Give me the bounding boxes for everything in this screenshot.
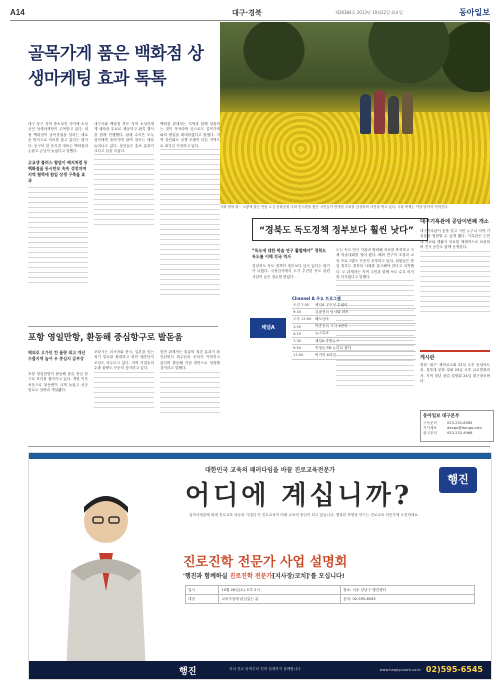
subscription-value: daegu@donga.com <box>447 426 482 430</box>
tv-program: 채널A 종합뉴스 <box>314 337 416 344</box>
text-lines <box>94 154 154 225</box>
tv-schedule-row <box>292 352 416 359</box>
archive-article-title: 대구기록관에 공담이번째 개소 <box>420 219 489 225</box>
tv-program: 쾌도난마 <box>314 316 416 323</box>
tv-time: 1:50 <box>292 323 314 330</box>
ad-top-bar <box>29 453 491 459</box>
main-article-column-2 <box>94 122 154 282</box>
tv-schedule-row <box>292 309 416 316</box>
dokdo-article-text: 도는 독도 연구 기관과 협력해 자료를 축적하고 국제 학술대회를 열어 왔다. 해외 연구자 초청과 교육 프로그램도 꾸준히 운영하고 있다. 위원들은 중앙 정부도 경북의 사례를 참고해야 한다고 지적했다. 도 관계자는 지역 주민과 함께 독도 수호 의지를 다지겠다고 말했다. <box>336 248 414 280</box>
ad-info-label: 일시 <box>186 586 219 595</box>
notice-board-text: 영화 '대구' 제작보고회 22일 오후 동성아트홀. 경북대 문화 강좌 23일 오후 글로벌플라자. 지역 청년 창업 설명회 24일 대구창조센터. <box>420 363 490 384</box>
archive-article <box>420 218 490 348</box>
port-article-text: 항만 관계자는 물류비 절감 효과가 확인되면서 화주들의 문의가 이어지고 있다며 환동해 거점 항만으로 성장할 것이라고 말했다. <box>160 350 222 371</box>
chrysanthemum-photo <box>220 22 490 204</box>
port-article-title: 포항 영일만항, 환동해 중심항구로 발돋움 <box>28 333 183 343</box>
ad-footer-bar <box>29 661 491 679</box>
main-article-text: 백화점 관계자는 지역과 함께 성장하는 것이 목표라며 앞으로도 골목가게와의 협업을 확대하겠다고 밝혔다. 지역 상인회도 상생 모델이 다른 지역으로 퍼지길 기대하고 있다. <box>160 122 220 148</box>
ad-seminar-title: 진로진학 전문가 사업 설명회 <box>183 555 348 570</box>
dokdo-article-title-box <box>252 218 428 241</box>
main-article-text: 대구시와 백화점 측은 지역 소상인에게 매장을 무료로 제공하고 판촉 행사를 함께 진행했다. 판매 수익은 모두 상인에게 돌아가며 참여 점포는 매달 늘어나고 있다. 상인들은 홍보 효과가 크다고 입을 모았다. <box>94 122 156 154</box>
page-number: A14 <box>10 8 25 17</box>
subscription-box <box>420 410 494 442</box>
ad-info-value: 교육사업에 관심있는 분 <box>219 595 341 604</box>
photo-trees <box>220 22 490 92</box>
text-lines <box>94 372 154 408</box>
ad-footer-text: 자녀 진로 탐색부터 진학 설계까지 함께합니다 <box>229 667 301 671</box>
subscription-value: 053-252-4966 <box>447 431 473 435</box>
ad-info-extra: 장소: 서울 강남구 행진센터 <box>341 586 475 595</box>
tv-program: 먹거리 X파일 <box>314 352 416 359</box>
ad-man-illustration <box>41 481 171 673</box>
tv-schedule-row <box>292 323 416 330</box>
port-article-column-1 <box>28 372 88 432</box>
main-article-subhead: 고교생 플러스 협업이 배지처럼 동 백화점을 동시만모 속속 성장지며 지역 협력에 힘입 상생 구축을 효과 <box>28 160 88 184</box>
ad-info-extra: 문의: 02-595-6545 <box>341 595 475 604</box>
page-header <box>10 6 490 21</box>
tv-time: 7:30 <box>292 337 314 344</box>
dokdo-article-column-1 <box>252 248 330 303</box>
port-article-text: 포항 영일만항이 환동해 물류 중심 항구로 자리를 잡아가고 있다. 개항 이후 처음으로 물동량이 크게 늘었고 신규 항로도 잇따라 개설됐다. <box>28 372 90 393</box>
port-article-text: 포항시는 러시아와 중국, 일본을 잇는 정기 항로를 확대하고 항만 배후단지 조성도 서두르고 있다. 지역 기업들의 수출 물량도 꾸준히 증가하고 있다. <box>94 350 156 371</box>
notice-board-body <box>420 363 490 408</box>
dokdo-article-text: 경상북도 독도 정책이 정부보다 앞서 있다는 평가가 나왔다. 국정감사에서 도가 추진한 독도 관련 사업이 높은 점수를 받았다. <box>252 264 332 279</box>
ad-headline: 어디에 계십니까? <box>185 481 413 511</box>
main-headline: 골목가게 품은 백화점 상생마케팅 효과 톡톡 <box>28 44 204 89</box>
ad-top-line: 대한민국 교육의 패러다임을 바꿀 진로교육전문가 <box>205 467 336 474</box>
ad-divider <box>28 446 490 447</box>
ad-info-value: 10월 26일(토) 오후 2시 <box>219 586 341 595</box>
tv-schedule-row <box>292 330 416 337</box>
tv-program: 뉴스특보 <box>314 330 416 337</box>
dokdo-article-subtitle: “독도에 대한 학술 연구 활발해야” 경북도 독도를 이해 각국 역사 <box>252 248 327 259</box>
tv-program: 채널A 굿모닝 투데이 <box>314 302 416 309</box>
text-lines <box>420 251 490 312</box>
subscription-value: 053-252-8585 <box>447 421 473 425</box>
section-name: 대구·경북 <box>232 9 262 17</box>
port-article-column-3 <box>160 350 220 430</box>
tv-time: 오후 12:00 <box>292 316 314 323</box>
advertisement <box>28 452 492 680</box>
text-lines <box>28 187 88 283</box>
port-article-subtitle: 해외로 오가던 컨 물량 최고 개선 수출지역 늘어 우 중심지 급부상 <box>28 350 86 361</box>
tv-schedule-row <box>292 316 416 323</box>
tv-time: 4:10 <box>292 330 314 337</box>
notice-board-heading: 게시판 <box>420 355 435 361</box>
ad-footer-logo: 행진 <box>179 667 197 677</box>
ad-website[interactable]: www.happycoach.co.kr <box>379 668 421 672</box>
photo-caption: 국화 향에 취~ 노랗게 물든 안동 도심 문화공원 국화 전시장을 찾은 시민들이 만개한 국화를 감상하며 사진을 찍고 있다. 국화 축제는 이달 말까지 이어진다. <box>220 205 449 209</box>
port-article-column-2 <box>94 350 154 430</box>
dokdo-article-title: “경북도 독도정책 정부보다 훨씬 낫다” <box>259 226 414 236</box>
ad-body: 입학사정관제 확대 진로교육 의무화 기대감 속 진로교육이 미래 교육의 중심이 되고 있습니다. 행복한 학생을 만드는 진로교육 전문가에 도전하세요. <box>189 513 419 517</box>
issue-info: 제28384호 2013년 10월22일 화요일 <box>335 10 403 15</box>
ad-info-row <box>186 595 475 604</box>
tv-time: 9:30 <box>292 309 314 316</box>
photo-people <box>360 84 420 134</box>
ad-brand-logo: 행진 <box>439 467 477 493</box>
subscription-label: 광고문의 <box>423 431 437 435</box>
divider <box>28 326 218 327</box>
subscription-label: 구독문의 <box>423 421 437 425</box>
tv-program: 박종진의 시사 1번지 <box>314 323 416 330</box>
tv-schedule-row <box>292 345 416 352</box>
tv-schedule-row <box>292 302 416 309</box>
text-lines <box>160 372 220 413</box>
ad-info-table <box>185 585 475 604</box>
tv-program: 김광현의 탐사와 파조 <box>314 309 416 316</box>
subscription-label: 기사제보 <box>423 426 437 430</box>
subscription-title: 동아일보 대구본부 <box>423 414 460 419</box>
tv-program: 이영돈 PD 논리로 풀다 <box>314 345 416 352</box>
archive-article-text: 대구기록관이 문을 열고 시민 누구나 지역 기록물을 열람할 수 있게 됐다. 기록관은 근현대 자료와 생활사 자료를 체계적으로 보관하며 전시 공간도 함께 운영한다. <box>420 229 490 250</box>
channel-a-logo: 채널A <box>250 318 286 338</box>
subscription-row <box>423 431 491 436</box>
tv-schedule-table <box>292 302 416 360</box>
photo-flowers <box>220 112 490 204</box>
tv-schedule-heading: Channel A 주요 프로그램 <box>292 296 341 301</box>
tv-time: 오전 7:00 <box>292 302 314 309</box>
text-lines <box>160 149 220 295</box>
ad-info-label: 대상 <box>186 595 219 604</box>
ad-phone-number: 02)595-6545 <box>425 665 483 674</box>
main-article-text: 대구 동구 지역 중소상인 사이에 소상공인 상생마케팅이 주목받고 있다. 대형 백화점이 골목상권을 살리는 새로운 방식으로 자리를 잡고 있다는 평가다. 동구의 한 음식점 대표는 백화점과 손잡고 손님이 늘었다고 말했다. <box>28 122 90 154</box>
tv-time: 11:00 <box>292 352 314 359</box>
newspaper-name: 동아일보 <box>459 7 490 17</box>
tv-time: 9:50 <box>292 345 314 352</box>
notice-divider <box>420 350 490 352</box>
tv-schedule-row <box>292 337 416 344</box>
ad-info-row <box>186 586 475 595</box>
ad-description: '행진과 함께하실 진로진학 전문가[지사장/코치]'를 모십니다! <box>183 573 345 580</box>
